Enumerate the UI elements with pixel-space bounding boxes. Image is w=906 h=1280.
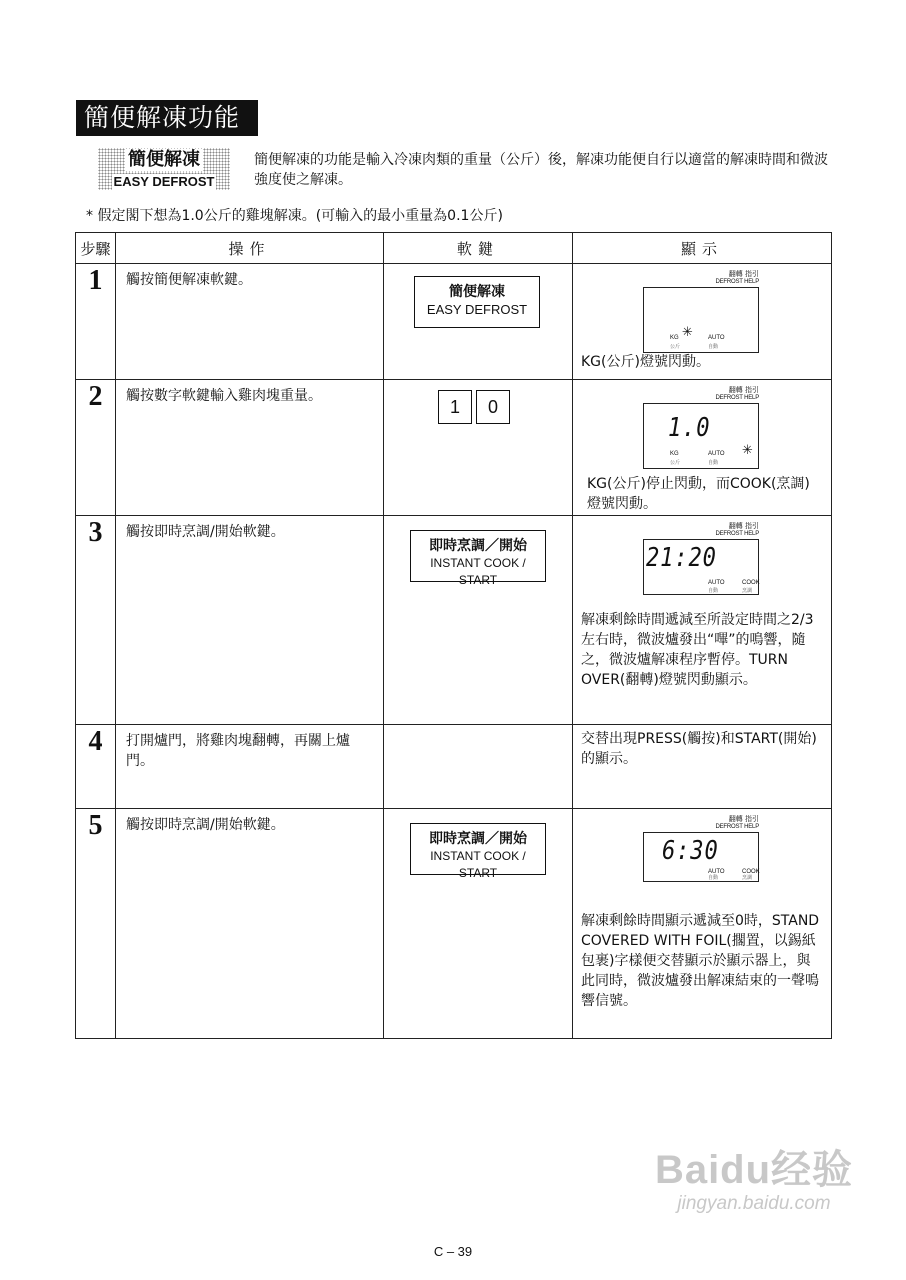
page-number: C – 39 xyxy=(433,1244,473,1259)
lcd-value: 6:30 xyxy=(662,836,719,866)
table-row xyxy=(76,380,832,516)
lcd-display xyxy=(643,815,759,882)
display-cell xyxy=(573,380,832,516)
step-operation: 觸按簡便解凍軟鍵。 xyxy=(116,264,384,380)
display-cell xyxy=(573,516,832,725)
lcd-help-label: DEFROST HELP xyxy=(715,824,759,830)
instant-cook-start-key[interactable] xyxy=(410,530,546,587)
header-step: 步驟 xyxy=(76,233,116,264)
lcd-screen xyxy=(643,287,759,353)
easy-defrost-key[interactable] xyxy=(414,276,540,328)
table-header-row xyxy=(76,233,832,264)
lcd-kg-label: KG xyxy=(670,451,679,457)
lcd-value: 1.0 xyxy=(668,413,711,443)
lcd-value: 21:20 xyxy=(646,543,717,573)
flash-icon: ✳ xyxy=(742,443,753,458)
instant-cook-start-key[interactable] xyxy=(410,823,546,880)
key-label-en: INSTANT COOK / START xyxy=(430,849,526,880)
display-description: 交替出現PRESS(觸按)和START(開始)的顯示。 xyxy=(581,731,817,767)
key-label-en: INSTANT COOK / START xyxy=(430,556,526,587)
table-row xyxy=(76,725,832,809)
lcd-help-label: DEFROST HELP xyxy=(715,279,759,285)
lcd-display xyxy=(643,522,759,595)
key-label-en: EASY DEFROST xyxy=(426,302,528,317)
step-number: 3 xyxy=(76,516,116,725)
display-cell xyxy=(573,264,832,380)
header-key: 軟鍵 xyxy=(384,233,573,264)
page-title: 簡便解凍功能 xyxy=(76,100,258,136)
easy-defrost-badge xyxy=(98,148,230,190)
lcd-auto-label: AUTO xyxy=(708,580,725,586)
key-cell xyxy=(384,380,573,516)
table-row xyxy=(76,264,832,380)
lcd-top-label: 翻轉 指引 xyxy=(728,815,759,823)
step-operation: 打開爐門，將雞肉塊翻轉，再關上爐門。 xyxy=(116,725,384,809)
lcd-display xyxy=(643,386,759,469)
watermark-logo: Baidu经验 xyxy=(654,1148,854,1192)
lcd-kg-sub: 公斤 xyxy=(670,460,681,466)
lcd-top-label: 翻轉 指引 xyxy=(728,270,759,278)
lcd-screen xyxy=(643,539,759,595)
display-cell xyxy=(573,809,832,1039)
step-operation: 觸按數字軟鍵輸入雞肉塊重量。 xyxy=(116,380,384,516)
table-row xyxy=(76,809,832,1039)
step-operation: 觸按即時烹調/開始軟鍵。 xyxy=(116,516,384,725)
key-label-cn: 簡便解凍 xyxy=(449,284,505,300)
digit-key-1[interactable]: 1 xyxy=(438,390,472,424)
key-cell xyxy=(384,264,573,380)
lcd-cook-sub: 烹調 xyxy=(742,588,753,594)
intro-text: 簡便解凍的功能是輸入冷凍肉類的重量（公斤）後，解凍功能便自行以適當的解凍時間和微波強度使之解凍。 xyxy=(254,152,828,188)
step-number: 4 xyxy=(76,725,116,809)
assumption-note: * 假定閣下想為1.0公斤的雞塊解凍。(可輸入的最小重量為0.1公斤) xyxy=(86,208,503,224)
step-number: 5 xyxy=(76,809,116,1039)
lcd-cook-label: COOK xyxy=(742,869,760,875)
display-description: 解凍剩餘時間顯示遞減至0時，STAND COVERED WITH FOIL(擱置，以錫紙包裹)字樣便交替顯示於顯示器上，與此同時，微波爐發出解凍結束的一聲鳴響信號。 xyxy=(581,913,820,1009)
header-operation: 操作 xyxy=(116,233,384,264)
key-label-cn: 即時烹調／開始 xyxy=(429,831,527,847)
lcd-auto-label: AUTO xyxy=(708,869,725,875)
lcd-auto-sub: 自動 xyxy=(708,875,719,881)
lcd-auto-sub: 自動 xyxy=(708,588,719,594)
badge-cn: 簡便解凍 xyxy=(125,149,203,171)
lcd-top-label: 翻轉 指引 xyxy=(728,386,759,394)
key-cell xyxy=(384,809,573,1039)
header-display: 顯示 xyxy=(573,233,832,264)
steps-table xyxy=(75,232,832,1039)
flash-icon: ✳ xyxy=(682,325,693,340)
lcd-auto-label: AUTO xyxy=(708,451,725,457)
lcd-auto-sub: 自動 xyxy=(708,460,719,466)
display-cell xyxy=(573,725,832,809)
watermark-url: jingyan.baidu.com xyxy=(677,1193,831,1214)
display-description: 解凍剩餘時間遞減至所設定時間之2/3左右時，微波爐發出“嗶”的鳴響，隨之，微波爐解凍程序暫停。TURN OVER(翻轉)燈號閃動顯示。 xyxy=(581,612,814,688)
lcd-cook-sub: 烹調 xyxy=(742,875,753,881)
lcd-auto-sub: 自動 xyxy=(708,344,719,350)
digit-key-0[interactable]: 0 xyxy=(476,390,510,424)
step-number: 1 xyxy=(76,264,116,380)
lcd-screen xyxy=(643,403,759,469)
baidu-watermark xyxy=(644,1148,864,1216)
table-row xyxy=(76,516,832,725)
key-cell xyxy=(384,725,573,809)
lcd-help-label: DEFROST HELP xyxy=(715,395,759,401)
display-description: KG(公斤)停止閃動，而COOK(烹調)燈號閃動。 xyxy=(587,476,810,512)
lcd-auto-label: AUTO xyxy=(708,335,725,341)
badge-en: EASY DEFROST xyxy=(113,174,215,189)
lcd-kg-label: KG xyxy=(670,335,679,341)
display-description: KG(公斤)燈號閃動。 xyxy=(581,354,710,370)
key-cell xyxy=(384,516,573,725)
lcd-cook-label: COOK xyxy=(742,580,760,586)
lcd-top-label: 翻轉 指引 xyxy=(728,522,759,530)
step-number: 2 xyxy=(76,380,116,516)
lcd-display xyxy=(643,270,759,353)
lcd-kg-sub: 公斤 xyxy=(670,344,681,350)
lcd-help-label: DEFROST HELP xyxy=(715,531,759,537)
step-operation: 觸按即時烹調/開始軟鍵。 xyxy=(116,809,384,1039)
key-label-cn: 即時烹調／開始 xyxy=(429,538,527,554)
lcd-screen xyxy=(643,832,759,882)
